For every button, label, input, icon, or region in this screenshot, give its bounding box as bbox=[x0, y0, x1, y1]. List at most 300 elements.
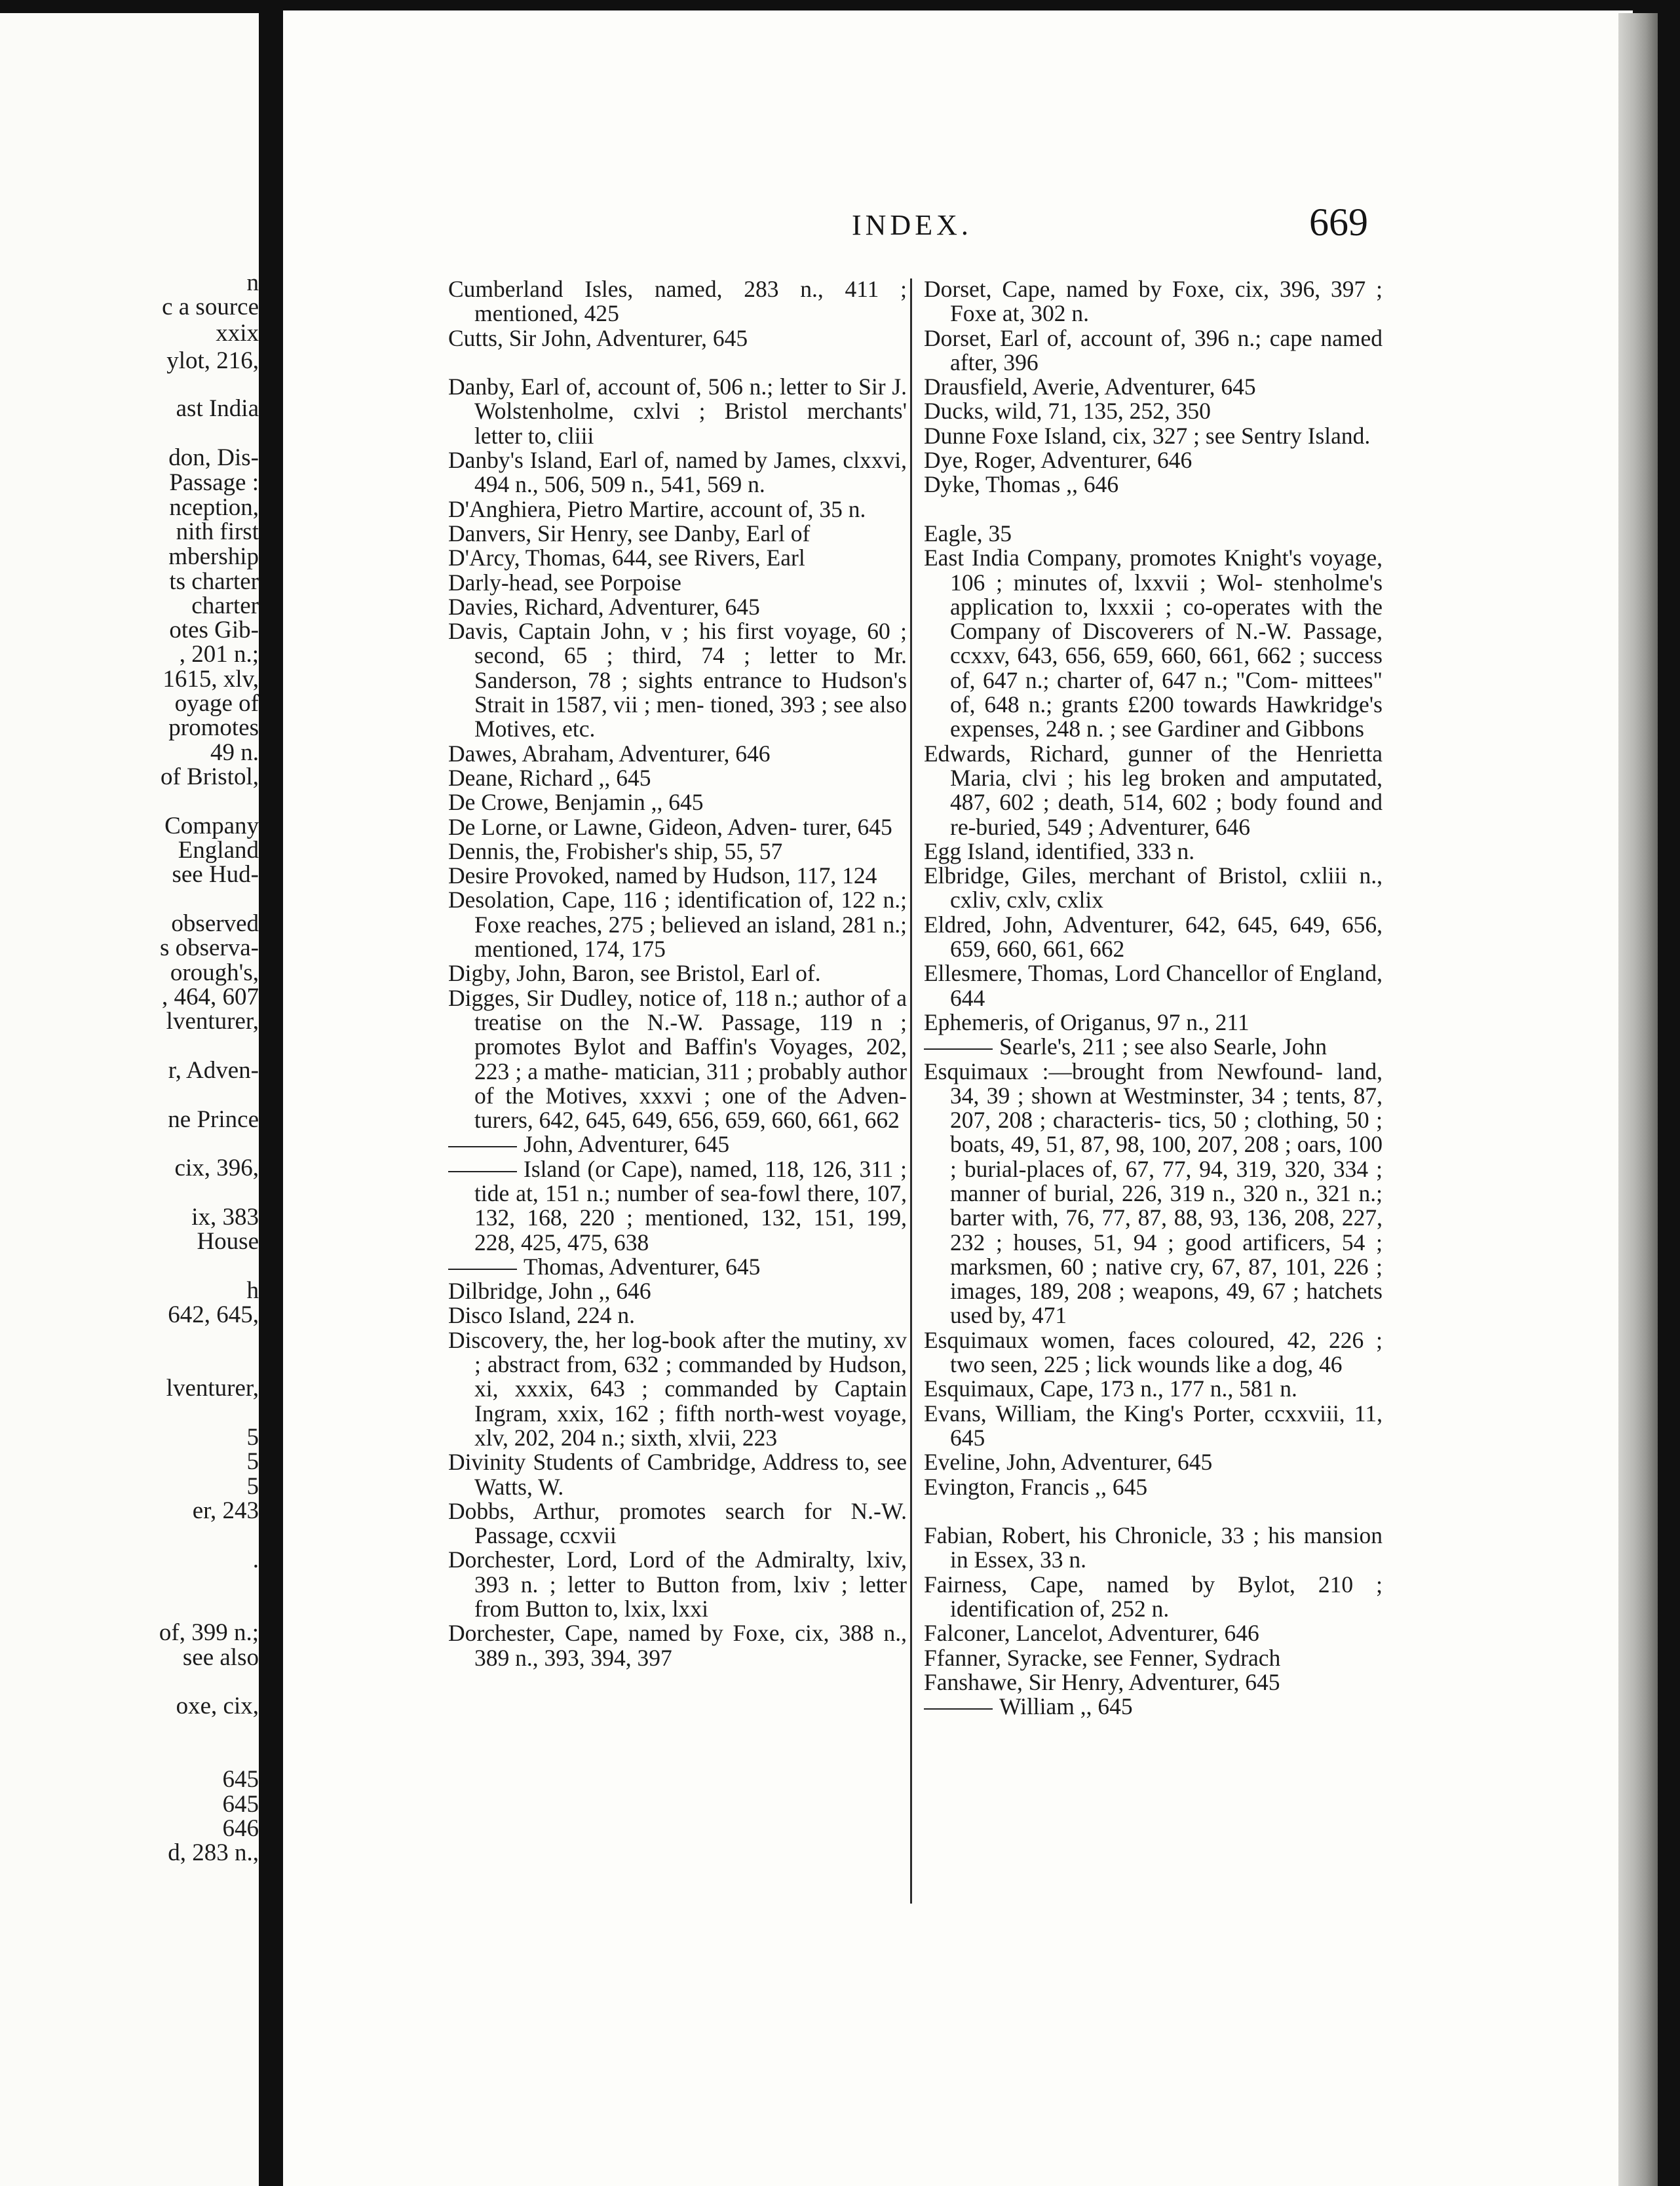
index-entry bbox=[924, 1475, 1383, 1499]
index-line: 87, 98, 100, 207, 208 ; oars, 100 ; bbox=[950, 1131, 1383, 1182]
left-page-line: see also bbox=[182, 1644, 259, 1671]
left-page-line: n bbox=[246, 269, 259, 296]
index-entry bbox=[448, 1499, 907, 1548]
index-line: identification of, 252 n. bbox=[950, 1596, 1170, 1622]
index-entry bbox=[924, 1450, 1383, 1474]
index-line: an island, 281 n.; mentioned, 174, bbox=[474, 911, 907, 963]
index-line: 126, 311 ; tide at, 151 n.; number of bbox=[474, 1155, 907, 1206]
index-entry-text bbox=[924, 546, 1383, 741]
index-line: lxiv, 393 n. ; letter to Button from, bbox=[474, 1546, 907, 1598]
left-page-line: ast India bbox=[176, 395, 259, 422]
index-entry-text bbox=[448, 522, 907, 546]
index-line: mentioned, 132, 151, 199, 228, 425, bbox=[474, 1204, 907, 1256]
index-entry-text bbox=[448, 864, 907, 888]
index-line: 475, 638 bbox=[567, 1229, 649, 1256]
index-line: Dorchester, Cape, named by Foxe, cix, bbox=[448, 1620, 830, 1647]
letter-section-gap bbox=[924, 497, 1383, 522]
index-line: Danby's Island, Earl of, named by bbox=[448, 447, 768, 474]
index-line: 643, 656, 659, 660, 661, 662 ; success bbox=[1017, 642, 1383, 669]
index-entry-text bbox=[924, 1524, 1383, 1573]
index-entry bbox=[448, 1255, 907, 1279]
repeat-dash bbox=[924, 1708, 993, 1710]
index-line: 60 ; second, 65 ; third, 74 ; letter to bbox=[474, 618, 907, 669]
left-page-line: mbership bbox=[168, 543, 259, 570]
left-page-line: c a source bbox=[162, 294, 259, 320]
index-line: East India Company, promotes Knight's bbox=[924, 545, 1302, 571]
index-line: Disco Island, 224 n. bbox=[448, 1302, 635, 1329]
index-entry-text bbox=[448, 277, 907, 326]
page-number: 669 bbox=[1309, 201, 1368, 244]
index-line: Esquimaux :—brought from Newfound- bbox=[924, 1058, 1324, 1084]
left-page-line: , 464, 607 bbox=[162, 984, 259, 1010]
index-entry-text bbox=[924, 1328, 1383, 1377]
index-line: D'Arcy, Thomas, 644, see Rivers, Earl bbox=[448, 545, 805, 571]
index-entry-text bbox=[448, 1279, 907, 1303]
index-entry-text bbox=[924, 1035, 1383, 1059]
index-line: 175 bbox=[630, 936, 666, 963]
index-line: burial-places of, 67, 77, 94, 319, bbox=[964, 1155, 1277, 1182]
index-line: 602 ; body found and re-buried, 549 ; bbox=[950, 789, 1383, 840]
index-line: marksmen, 60 ; native cry, 67, 87, bbox=[950, 1253, 1278, 1280]
index-line: land, 34, 39 ; shown at Westminster, bbox=[950, 1058, 1383, 1109]
index-entry bbox=[448, 1621, 907, 1670]
index-entry-text bbox=[448, 815, 907, 839]
index-column-right bbox=[924, 277, 1383, 1719]
index-entry-text bbox=[448, 1450, 907, 1499]
left-page-line: xxix bbox=[216, 320, 259, 347]
index-entry bbox=[448, 1279, 907, 1303]
index-line: Dobbs, Arthur, promotes search for bbox=[448, 1497, 831, 1524]
index-entry bbox=[448, 1328, 907, 1450]
letter-section-gap bbox=[924, 1499, 1383, 1524]
index-entry-text bbox=[448, 888, 907, 961]
left-page-line: Company bbox=[164, 813, 259, 839]
index-line: Fanshawe, Sir Henry, Adventurer, 645 bbox=[924, 1668, 1280, 1695]
index-line: Desolation, Cape, 116 ; identification of, bbox=[448, 887, 834, 913]
index-entry-text bbox=[924, 1060, 1383, 1328]
index-line: Dorchester, Lord, Lord of the Admiralty, bbox=[448, 1546, 855, 1573]
left-page-line: oyage of bbox=[174, 690, 259, 717]
index-line: Digby, John, Baron, see Bristol, Earl of. bbox=[448, 960, 821, 987]
index-entry bbox=[924, 1573, 1383, 1622]
index-line: 319 n., 320 n., 321 n.; barter with, bbox=[950, 1179, 1383, 1231]
index-entry-text bbox=[924, 1450, 1383, 1474]
index-entry bbox=[924, 472, 1383, 497]
repeat-dash bbox=[924, 1048, 993, 1050]
index-entry-text bbox=[448, 1548, 907, 1621]
index-entry-text bbox=[448, 1621, 907, 1670]
index-line: Darly-head, see Porpoise bbox=[448, 569, 681, 596]
index-entry bbox=[448, 546, 907, 570]
index-line: Address to, see Watts, W. bbox=[474, 1449, 907, 1500]
index-line: Danvers, Sir Henry, see Danby, Earl of bbox=[448, 520, 811, 546]
index-entry-text bbox=[448, 839, 907, 864]
index-entry bbox=[924, 1621, 1383, 1645]
index-line: mittees" of, 648 n.; grants £200 bbox=[950, 666, 1383, 718]
index-entry bbox=[924, 1695, 1383, 1719]
index-entry-text bbox=[448, 326, 907, 351]
index-entry bbox=[448, 839, 907, 864]
left-page-line: s observa- bbox=[159, 934, 259, 961]
left-page-line: charter bbox=[191, 592, 259, 619]
index-line: 49, 67 ; hatchets used by, 471 bbox=[950, 1278, 1383, 1329]
index-line: Ephemeris, of Origanus, 97 n., 211 bbox=[924, 1008, 1250, 1035]
index-entry-text bbox=[448, 766, 907, 790]
index-line: matician, 311 ; probably author of bbox=[474, 1058, 907, 1109]
index-line: William ,, 645 bbox=[999, 1693, 1133, 1720]
index-line: 76, 77, 87, 88, 93, 136, 208, 227, 232 ; bbox=[950, 1204, 1383, 1256]
index-entry-text bbox=[924, 1475, 1383, 1499]
index-line: ccxxviii, 11, 645 bbox=[950, 1400, 1383, 1451]
index-entry bbox=[448, 888, 907, 961]
left-page-line: otes Gib- bbox=[169, 617, 259, 643]
index-entry bbox=[924, 1060, 1383, 1328]
index-line: author of a treatise on the N.-W. bbox=[474, 984, 907, 1035]
index-line: De Lorne, or Lawne, Gideon, Adven- bbox=[448, 813, 797, 840]
repeat-dash bbox=[448, 1269, 517, 1270]
index-line: James, clxxvi, 494 n., 506, 509 n., 541, bbox=[474, 447, 907, 498]
index-line: Dyke, Thomas ,, 646 bbox=[924, 471, 1119, 498]
left-page-line: promotes bbox=[168, 714, 259, 741]
index-line: commanded by Captain Ingram, xxix, bbox=[474, 1375, 907, 1427]
index-line: cape named after, 396 bbox=[950, 324, 1383, 375]
index-entry-text bbox=[448, 448, 907, 497]
index-line: Falconer, Lancelot, Adventurer, 646 bbox=[924, 1620, 1259, 1647]
index-line: Adventurer, 646 bbox=[1098, 813, 1251, 840]
index-entry-text bbox=[448, 595, 907, 619]
index-entry bbox=[924, 277, 1383, 326]
index-entry bbox=[448, 790, 907, 815]
index-entry-text bbox=[924, 1402, 1383, 1451]
index-line: N.-W. Passage, ccxvii bbox=[474, 1497, 907, 1549]
left-page-line: nception, bbox=[169, 494, 259, 521]
left-page-line: ix, 383 bbox=[191, 1204, 259, 1231]
index-entry bbox=[448, 497, 907, 522]
repeat-dash bbox=[448, 1171, 517, 1172]
index-line: Dennis, the, Frobisher's ship, 55, 57 bbox=[448, 837, 783, 864]
index-line: De Crowe, Benjamin ,, 645 bbox=[448, 789, 704, 816]
left-page-line: see Hud- bbox=[172, 861, 259, 888]
index-line: turers, 642, 645, 649, 656, 659, 660, bbox=[474, 1107, 812, 1134]
index-entry bbox=[448, 522, 907, 546]
index-entry-text bbox=[448, 1255, 907, 1279]
index-line: Thomas, Adventurer, 645 bbox=[524, 1253, 761, 1280]
index-line: Digges, Sir Dudley, notice of, 118 n.; bbox=[448, 984, 799, 1011]
index-entry-text bbox=[924, 913, 1383, 962]
index-line: Bristol merchants' letter to, cliii bbox=[474, 398, 907, 449]
index-entry bbox=[448, 1548, 907, 1621]
index-entry bbox=[448, 326, 907, 351]
index-entry-text bbox=[448, 961, 907, 986]
index-line: Eldred, John, Adventurer, 642, 645, bbox=[924, 911, 1278, 938]
index-entry-text bbox=[448, 571, 907, 595]
index-line: tioned, 393 ; see also Motives, etc. bbox=[474, 691, 907, 742]
index-entry bbox=[448, 619, 907, 741]
index-entry-text bbox=[448, 1132, 907, 1157]
left-page-line: of Bristol, bbox=[160, 763, 259, 790]
right-page-edge bbox=[1618, 13, 1658, 2186]
index-entry-text bbox=[924, 961, 1383, 1010]
left-page-line: 5 bbox=[246, 1424, 259, 1451]
index-line: 661, 662 bbox=[818, 1107, 900, 1134]
index-line: Dye, Roger, Adventurer, 646 bbox=[924, 447, 1193, 474]
index-line: Desire Provoked, named by Hudson, bbox=[448, 862, 791, 889]
index-entry-text bbox=[448, 619, 907, 741]
index-entry-text bbox=[924, 1573, 1383, 1622]
left-page-line: ne Prince bbox=[168, 1106, 259, 1133]
left-page-line: of, 399 n.; bbox=[159, 1619, 259, 1646]
index-entry bbox=[448, 1157, 907, 1255]
index-entry bbox=[448, 986, 907, 1133]
index-line: Eagle, 35 bbox=[924, 520, 1012, 546]
index-line: his mansion in Essex, 33 n. bbox=[950, 1522, 1383, 1573]
index-line: Egg Island, identified, 333 n. bbox=[924, 837, 1195, 864]
left-page-line: ts charter bbox=[169, 568, 259, 595]
index-entry-text bbox=[924, 839, 1383, 864]
index-line: of, 647 n.; charter of, 647 n.; "Com- bbox=[950, 666, 1299, 693]
index-line: Henrietta Maria, clvi ; his leg broken bbox=[950, 740, 1383, 791]
index-line: Elbridge, Giles, merchant of Bristol, bbox=[924, 862, 1288, 889]
index-line: Island (or Cape), named, 118, bbox=[524, 1155, 805, 1182]
index-column-left bbox=[448, 277, 907, 1670]
index-line: Mr. Sanderson, 78 ; sights entrance to bbox=[474, 642, 907, 693]
left-page-line: 5 bbox=[246, 1448, 259, 1475]
index-line: Cumberland Isles, named, 283 n., 411 ; bbox=[448, 276, 907, 302]
index-entry-text bbox=[924, 1646, 1383, 1670]
index-line: Davis, Captain John, v ; his first voyage, bbox=[448, 618, 857, 645]
left-page-line: England bbox=[178, 837, 259, 864]
index-entry bbox=[448, 742, 907, 766]
index-entry-text bbox=[924, 864, 1383, 913]
index-entry bbox=[448, 1450, 907, 1499]
index-entry bbox=[448, 1132, 907, 1157]
index-line: Davies, Richard, Adventurer, 645 bbox=[448, 593, 760, 620]
left-page-line: er, 243 bbox=[192, 1497, 259, 1524]
index-entry-text bbox=[448, 1499, 907, 1548]
left-page-line: House bbox=[197, 1228, 259, 1255]
repeat-dash bbox=[448, 1146, 517, 1147]
left-page-line: ylot, 216, bbox=[166, 347, 259, 374]
index-entry bbox=[924, 326, 1383, 375]
index-line: 649, 656, 659, 660, 661, 662 bbox=[950, 911, 1383, 963]
index-line: 34 ; tents, 87, 207, 208 ; characteris- bbox=[950, 1082, 1383, 1134]
index-line: letter to Sir J. Wolstenholme, cxlvi ; bbox=[474, 374, 907, 425]
index-entry bbox=[924, 1670, 1383, 1695]
left-page-line: , 201 n.; bbox=[179, 641, 259, 668]
index-line: 204 n.; sixth, xlvii, 223 bbox=[560, 1424, 778, 1451]
index-line: Passage, 119 n ; promotes Bylot and bbox=[474, 1008, 907, 1060]
index-line: sea-fowl there, 107, 132, 168, 220 ; bbox=[474, 1179, 907, 1231]
left-page-line: cix, 396, bbox=[174, 1155, 259, 1181]
index-entry-text bbox=[448, 1328, 907, 1450]
index-entry-text bbox=[924, 522, 1383, 546]
index-line: 320, 334 ; manner of burial, 226, bbox=[950, 1155, 1383, 1206]
index-entry-text bbox=[448, 742, 907, 766]
index-entry-text bbox=[924, 1670, 1383, 1695]
index-entry-text bbox=[924, 1377, 1383, 1401]
index-line: Esquimaux women, faces coloured, 42, bbox=[924, 1326, 1317, 1353]
index-line: Fairness, Cape, named by Bylot, 210 ; bbox=[924, 1571, 1383, 1598]
left-page-line: 645 bbox=[222, 1791, 259, 1818]
index-entry-text bbox=[448, 790, 907, 815]
index-line: Discoverers of N.-W. Passage, ccxxv, bbox=[950, 618, 1383, 669]
left-page-line: h bbox=[246, 1277, 259, 1304]
index-entry-text bbox=[924, 472, 1383, 497]
index-line: Drausfield, Averie, Adventurer, 645 bbox=[924, 374, 1256, 400]
index-entry bbox=[448, 277, 907, 326]
index-entry bbox=[924, 1402, 1383, 1451]
index-line: Ellesmere, Thomas, Lord Chancellor bbox=[924, 960, 1269, 987]
index-line: Searle's, 211 ; see also Searle, John bbox=[999, 1033, 1327, 1060]
index-entry-text bbox=[924, 1695, 1383, 1719]
index-line: 397 ; Foxe at, 302 n. bbox=[950, 276, 1383, 327]
left-page-line: orough's, bbox=[170, 959, 259, 986]
index-line: Cutts, Sir John, Adventurer, 645 bbox=[448, 324, 748, 351]
index-line: Dawes, Abraham, Adventurer, 646 bbox=[448, 740, 771, 767]
column-divider bbox=[910, 278, 912, 1904]
index-entry-text bbox=[448, 1303, 907, 1328]
index-line: see Gardiner and Gibbons bbox=[1122, 716, 1364, 742]
index-line: Eveline, John, Adventurer, 645 bbox=[924, 1449, 1213, 1476]
index-line: towards Hawkridge's expenses, 248 n. ; bbox=[950, 691, 1383, 742]
index-entry-text bbox=[448, 497, 907, 522]
index-entry bbox=[924, 522, 1383, 546]
left-page-line: 1615, xlv, bbox=[162, 666, 259, 693]
left-page-line: nith first bbox=[176, 518, 259, 545]
index-line: Discovery, the, her log-book after the bbox=[448, 1326, 801, 1353]
index-line: houses, 51, 94 ; good artificers, 54 ; bbox=[1013, 1229, 1383, 1256]
index-line: commanded by Hudson, xi, xxxix, 643 ; bbox=[474, 1351, 907, 1402]
running-head: INDEX. bbox=[852, 209, 972, 241]
index-line: voyage, 106 ; minutes of, lxxvii ; Wol- bbox=[950, 545, 1383, 596]
index-entry-text bbox=[924, 1010, 1383, 1035]
left-page-fragment bbox=[0, 13, 259, 2186]
left-page-line: don, Dis- bbox=[168, 444, 259, 471]
index-entry bbox=[924, 961, 1383, 1010]
index-entry bbox=[924, 424, 1383, 448]
index-entry bbox=[924, 399, 1383, 423]
index-entry bbox=[924, 1328, 1383, 1377]
index-entry bbox=[924, 864, 1383, 913]
index-line: mentioned, 425 bbox=[474, 300, 619, 327]
index-entry-text bbox=[924, 399, 1383, 423]
index-line: Dilbridge, John ,, 646 bbox=[448, 1278, 651, 1305]
left-page-line: Passage : bbox=[169, 469, 259, 496]
left-page-line: . bbox=[252, 1546, 259, 1573]
letter-section-gap bbox=[448, 351, 907, 375]
left-page-line: r, Adven- bbox=[168, 1057, 259, 1084]
index-entry bbox=[924, 448, 1383, 472]
index-entry-text bbox=[924, 326, 1383, 375]
left-page-line: 642, 645, bbox=[168, 1301, 259, 1328]
left-page-line: 49 n. bbox=[210, 739, 259, 766]
index-line: John, Adventurer, 645 bbox=[524, 1131, 730, 1158]
index-entry bbox=[448, 595, 907, 619]
left-page-line: lventurer, bbox=[166, 1008, 259, 1035]
index-line: 101, 226 ; images, 189, 208 ; weapons, bbox=[950, 1253, 1383, 1305]
index-line: Island. bbox=[1307, 422, 1371, 449]
index-line: 162 ; fifth north-west voyage, xlv, 202, bbox=[474, 1400, 907, 1451]
index-entry-text bbox=[924, 277, 1383, 326]
index-line: Dunne Foxe Island, cix, 327 ; see Sentry bbox=[924, 422, 1302, 449]
left-page-line: 645 bbox=[222, 1766, 259, 1793]
index-entry-text bbox=[924, 448, 1383, 472]
index-entry bbox=[448, 375, 907, 448]
index-line: tics, 50 ; clothing, 50 ; boats, 49, 51, bbox=[950, 1107, 1383, 1158]
index-entry bbox=[924, 375, 1383, 399]
index-entry bbox=[924, 839, 1383, 864]
index-entry-text bbox=[924, 424, 1383, 448]
index-line: Dorset, Earl of, account of, 396 n.; bbox=[924, 324, 1262, 351]
index-entry-text bbox=[924, 375, 1383, 399]
index-line: Divinity Students of Cambridge, bbox=[448, 1449, 757, 1476]
index-line: 226 ; two seen, 225 ; lick wounds like bbox=[950, 1326, 1383, 1378]
index-entry bbox=[448, 766, 907, 790]
index-line: stenholme's application to, lxxxii ; bbox=[950, 569, 1383, 620]
index-entry bbox=[924, 546, 1383, 741]
index-line: lxiv ; letter from Button to, lxix, lxxi bbox=[474, 1571, 907, 1622]
index-line: cxliii n., cxliv, cxlv, cxlix bbox=[950, 862, 1383, 913]
index-line: Dorset, Cape, named by Foxe, cix, 396, bbox=[924, 276, 1321, 302]
index-entry bbox=[924, 742, 1383, 839]
index-entry-text bbox=[924, 742, 1383, 839]
index-entry bbox=[448, 815, 907, 839]
index-line: 117, 124 bbox=[796, 862, 877, 889]
index-entry-text bbox=[448, 546, 907, 570]
index-line: turer, 645 bbox=[803, 813, 892, 840]
index-line: 388 n., 389 n., 393, 394, 397 bbox=[474, 1620, 907, 1671]
index-line: a dog, 46 bbox=[1256, 1351, 1343, 1378]
index-entry bbox=[924, 913, 1383, 962]
index-line: Esquimaux, Cape, 173 n., 177 n., 581 n. bbox=[924, 1375, 1297, 1402]
index-line: 35 n. bbox=[819, 495, 866, 522]
index-entry bbox=[448, 571, 907, 595]
index-line: Fabian, Robert, his Chronicle, 33 ; bbox=[924, 1522, 1260, 1549]
index-line: Edwards, Richard, gunner of the bbox=[924, 740, 1278, 767]
left-page-line: 646 bbox=[222, 1815, 259, 1842]
index-entry bbox=[924, 1010, 1383, 1035]
index-line: D'Anghiera, Pietro Martire, account of, bbox=[448, 495, 814, 522]
index-entry bbox=[924, 1646, 1383, 1670]
index-entry bbox=[448, 864, 907, 888]
index-line: Hudson's Strait in 1587, vii ; men- bbox=[474, 666, 907, 718]
left-page-line: 5 bbox=[246, 1473, 259, 1500]
index-entry-text bbox=[924, 1621, 1383, 1645]
index-line: 569 n. bbox=[707, 471, 765, 498]
index-line: Evans, William, the King's Porter, bbox=[924, 1400, 1255, 1427]
index-line: mutiny, xv ; abstract from, 632 ; bbox=[474, 1326, 907, 1378]
index-line: of England, 644 bbox=[950, 960, 1383, 1011]
index-entry bbox=[924, 1377, 1383, 1401]
index-line: 122 n.; Foxe reaches, 275 ; believed bbox=[474, 887, 907, 938]
left-page-line: oxe, cix, bbox=[176, 1693, 259, 1719]
index-line: Danby, Earl of, account of, 506 n.; bbox=[448, 374, 774, 400]
index-line: Deane, Richard ,, 645 bbox=[448, 764, 651, 791]
index-line: the Motives, xxxvi ; one of the Adven- bbox=[505, 1082, 907, 1109]
index-line: Baffin's Voyages, 202, 223 ; a mathe- bbox=[474, 1033, 907, 1084]
index-entry bbox=[448, 1303, 907, 1328]
index-line: and amputated, 487, 602 ; death, 514, bbox=[950, 764, 1383, 816]
left-page-line: d, 283 n., bbox=[168, 1839, 259, 1866]
index-entry-text bbox=[448, 1157, 907, 1255]
index-line: Evington, Francis ,, 645 bbox=[924, 1473, 1148, 1500]
index-line: Ffanner, Syracke, see Fenner, Sydrach bbox=[924, 1644, 1281, 1671]
index-entry bbox=[448, 961, 907, 986]
index-entry bbox=[924, 1035, 1383, 1059]
index-line: Ducks, wild, 71, 135, 252, 350 bbox=[924, 398, 1211, 425]
index-entry-text bbox=[448, 375, 907, 448]
left-page-line: observed bbox=[171, 910, 259, 937]
